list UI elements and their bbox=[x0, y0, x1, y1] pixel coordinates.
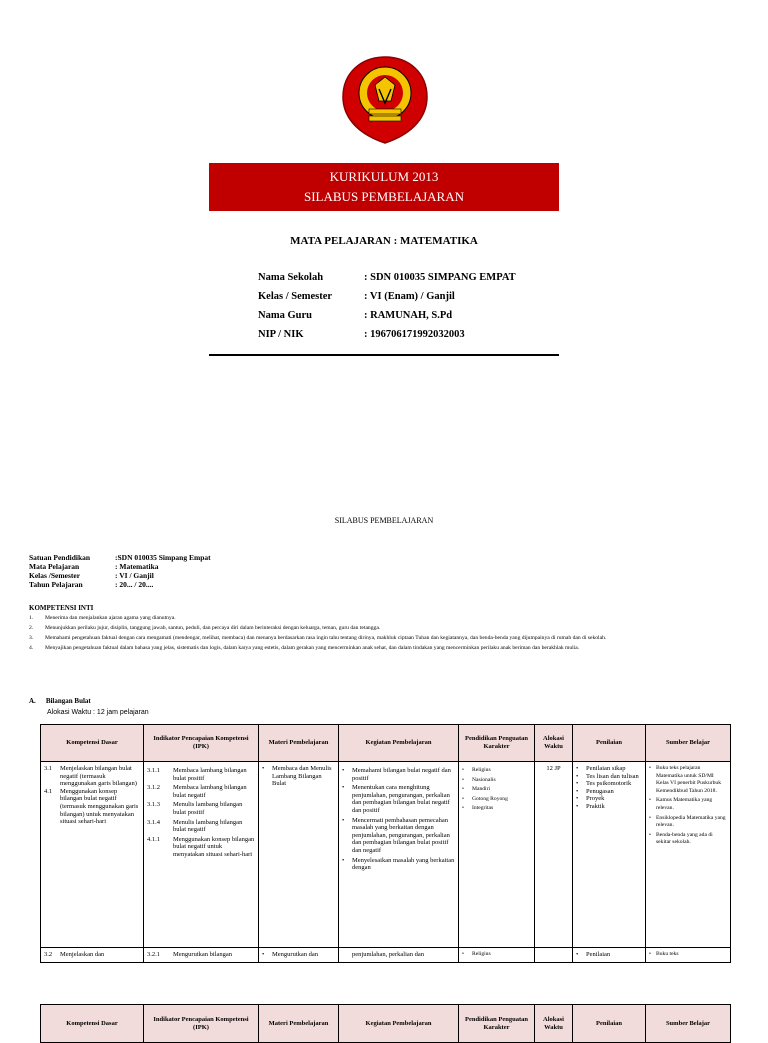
karakter-text: Religius bbox=[472, 951, 491, 957]
ipk-number: 3.1.3 bbox=[147, 801, 160, 809]
ki-text: Menunjukkan perilaku jujur, disiplin, tanggung jawab, santun, peduli, dan percaya diri dalam berinteraksi dengan keluarga, teman, guru dan tetangga. bbox=[45, 625, 381, 631]
meta-row bbox=[29, 571, 211, 580]
info-key: NIP / NIK bbox=[258, 329, 304, 340]
ipk-text: Mengurutkan bilangan bbox=[173, 951, 233, 958]
karakter-item: • Nasionalis bbox=[462, 776, 496, 783]
header-kd: Kompetensi Dasar bbox=[41, 1005, 144, 1043]
section-a-heading bbox=[29, 697, 91, 705]
info-key: Nama Sekolah bbox=[258, 272, 324, 283]
header-kd: Kompetensi Dasar bbox=[41, 725, 144, 762]
meta-row bbox=[29, 562, 211, 571]
kd-number: 3.2 bbox=[44, 951, 53, 958]
waktu-cell bbox=[535, 948, 573, 963]
karakter-item: • Religius bbox=[462, 767, 491, 773]
ipk-number: 3.1.1 bbox=[147, 767, 160, 774]
header-kegiatan: Kegiatan Pembelajaran bbox=[339, 1005, 459, 1043]
ipk-text: Menulis lambang bilangan bulat negatif bbox=[173, 818, 243, 834]
kd-cell bbox=[41, 762, 144, 948]
ipk-number: 4.1.1 bbox=[147, 835, 160, 843]
syllabus-table-continued bbox=[40, 1004, 731, 1043]
karakter-item: • Mandiri bbox=[462, 786, 491, 793]
ipk-text: Menulis lambang bilangan bulat positif bbox=[173, 801, 243, 816]
info-key: Kelas / Semester bbox=[258, 291, 333, 302]
sumber-text: Buku teks pelajaran Matematika untuk SD/MI Kelas VI penerbit Puskurbuk Kemendikbud Tahun 2018. bbox=[656, 765, 721, 794]
kegiatan-item: • Memahami bilangan bulat negatif dan positif bbox=[342, 767, 455, 782]
subject-heading: MATA PELAJARAN : MATEMATIKA bbox=[290, 235, 478, 247]
waktu-cell: 12 JP bbox=[535, 762, 573, 948]
ki-number: 4. bbox=[29, 645, 34, 651]
table-row bbox=[41, 948, 731, 963]
ipk-item bbox=[147, 784, 255, 799]
karakter-cell bbox=[459, 762, 535, 948]
penilaian-text: Proyek bbox=[586, 795, 605, 803]
karakter-item: • Integritas bbox=[462, 805, 494, 812]
sumber-cell bbox=[646, 762, 731, 948]
header-kegiatan: Kegiatan Pembelajaran bbox=[339, 725, 459, 762]
penilaian-item: • Penugasan bbox=[576, 787, 614, 795]
penilaian-item: • Proyek bbox=[576, 795, 605, 803]
header-materi: Materi Pembelajaran bbox=[259, 725, 339, 762]
sumber-item: • Benda-benda yang ada di sekitar sekolah. bbox=[649, 832, 727, 847]
ipk-text: Membaca lambang bilangan bulat positif bbox=[173, 767, 247, 782]
syllabus-meta bbox=[29, 553, 211, 589]
info-row bbox=[258, 268, 516, 287]
header-karakter: Pendidikan Penguatan Karakter bbox=[459, 725, 535, 762]
document-title: SILABUS PEMBELAJARAN bbox=[334, 516, 434, 525]
sumber-cell: • Buku teks bbox=[646, 948, 731, 963]
kd-number: 4.1 bbox=[44, 787, 53, 795]
header-waktu: Alokasi Waktu bbox=[535, 725, 573, 762]
kd-item bbox=[44, 788, 140, 826]
header-karakter: Pendidikan Penguatan Karakter bbox=[459, 1005, 535, 1043]
ki-item bbox=[29, 624, 741, 632]
penilaian-text: Penilaian bbox=[586, 951, 611, 958]
table-header-row bbox=[41, 725, 731, 762]
penilaian-text: Tes psikomotorik bbox=[586, 780, 632, 788]
penilaian-text: Penugasan bbox=[586, 787, 614, 795]
meta-key: Kelas /Semester bbox=[29, 571, 81, 580]
kegiatan-item: • Mencermati pembahasan pemecahan masalah yang berkaitan dengan penjumlahan, pengurangan, perkalian dan pembagian bilangan bulat positif dan negatif bbox=[342, 817, 455, 855]
penilaian-item: • Tes psikomotorik bbox=[576, 780, 632, 788]
sumber-text: Benda-benda yang ada di sekitar sekolah. bbox=[656, 831, 713, 846]
materi-cell: • Mengurutkan dan bbox=[259, 948, 339, 963]
meta-row bbox=[29, 580, 211, 589]
kegiatan-cell bbox=[339, 762, 459, 948]
kd-text: Menjelaskan dan bbox=[60, 951, 105, 958]
karakter-text: Nasionalis bbox=[472, 776, 496, 783]
ki-item bbox=[29, 634, 741, 642]
kegiatan-item: • Menyelesaikan masalah yang berkaitan dengan bbox=[342, 856, 455, 872]
info-value: : VI (Enam) / Ganjil bbox=[364, 291, 455, 302]
syllabus-table bbox=[40, 724, 731, 963]
ki-text: Menyajikan pengetahuan faktual dalam bahasa yang jelas, sistematis dan logis, dalam karya yang estetis, dalam gerakan yang mencerminkan anak sehat, dan dalam tindakan yang mencerminkan perilaku anak beriman dan berakhlak mulia. bbox=[45, 645, 580, 651]
ipk-cell bbox=[144, 948, 259, 963]
section-title: Bilangan Bulat bbox=[45, 697, 91, 705]
sumber-text: Buku teks bbox=[656, 951, 679, 957]
penilaian-text: Praktik bbox=[586, 802, 605, 810]
info-key: Nama Guru bbox=[258, 310, 312, 321]
ipk-number: 3.1.4 bbox=[147, 818, 160, 826]
penilaian-text: Tes lisan dan tulisan bbox=[586, 772, 639, 780]
header-sumber: Sumber Belajar bbox=[646, 1005, 731, 1043]
table-header-row bbox=[41, 1005, 731, 1043]
penilaian-cell: • Penilaian bbox=[573, 948, 646, 963]
karakter-text: Gotong Royong bbox=[472, 795, 508, 802]
materi-text: Membaca dan Menulis Lambang Bilangan Bulat bbox=[272, 765, 332, 788]
materi-text: Mengurutkan dan bbox=[272, 951, 319, 958]
kegiatan-text: penjumlahan, perkalian dan bbox=[352, 951, 425, 958]
ki-number: 3. bbox=[29, 635, 34, 641]
sumber-item: • Kamus Matematika yang relevan. bbox=[649, 797, 727, 812]
ki-number: 2. bbox=[29, 625, 34, 631]
ipk-item bbox=[147, 836, 255, 859]
karakter-text: Mandiri bbox=[472, 786, 491, 793]
kd-item bbox=[44, 765, 140, 788]
kegiatan-item: • Menentukan cara menghitung penjumlahan, pengurangan, perkalian dan pembagian bilangan bulat negatif dan positif bbox=[342, 784, 455, 814]
divider bbox=[209, 354, 559, 356]
kegiatan-text: Menentukan cara menghitung penjumlahan, pengurangan, perkalian dan pembagian bilangan bulat negatif dan positif bbox=[352, 784, 450, 814]
karakter-text: Integritas bbox=[472, 805, 494, 812]
kd-number: 3.1 bbox=[44, 765, 53, 772]
ipk-cell bbox=[144, 762, 259, 948]
meta-value: : 20... / 20.... bbox=[115, 580, 154, 589]
kegiatan-text: Menyelesaikan masalah yang berkaitan dengan bbox=[352, 856, 455, 872]
ipk-text: Membaca lambang bilangan bulat negatif bbox=[173, 784, 247, 799]
materi-cell bbox=[259, 762, 339, 948]
kd-text: Menjelaskan bilangan bulat negatif (termasuk menggunakan garis bilangan) bbox=[60, 765, 137, 788]
kegiatan-cell bbox=[339, 948, 459, 963]
kegiatan-text: Mencermati pembahasan pemecahan masalah yang berkaitan dengan penjumlahan, pengurangan, perkalian dan pembagian bilangan bulat positif dan negatif bbox=[352, 816, 450, 854]
sumber-item: • Ensiklopedia Matematika yang relevan. bbox=[649, 814, 726, 829]
karakter-text: Religius bbox=[472, 767, 491, 773]
ipk-item bbox=[147, 767, 255, 782]
tut-wuri-handayani-logo bbox=[339, 55, 431, 145]
penilaian-cell bbox=[573, 762, 646, 948]
ipk-text: Menggunakan konsep bilangan bulat negatif untuk menyatakan situasi sehari-hari bbox=[173, 835, 255, 858]
header-waktu: Alokasi Waktu bbox=[535, 1005, 573, 1043]
header-ipk: Indikator Pencapaian Kompetensi (IPK) bbox=[144, 1005, 259, 1043]
info-value: : SDN 010035 SIMPANG EMPAT bbox=[364, 272, 516, 283]
banner-line-2: SILABUS PEMBELAJARAN bbox=[304, 189, 464, 204]
ipk-item bbox=[147, 801, 255, 816]
info-value: : 196706171992032003 bbox=[364, 329, 465, 340]
time-allocation: Alokasi Waktu : 12 jam pelajaran bbox=[47, 709, 149, 716]
sumber-item: • Buku teks pelajaran Matematika untuk SD/MI Kelas VI penerbit Puskurbuk Kemendikbud Tahun 2018. bbox=[649, 765, 727, 795]
header-penilaian: Penilaian bbox=[573, 1005, 646, 1043]
header-sumber: Sumber Belajar bbox=[646, 725, 731, 762]
karakter-item: • Gotong Royong bbox=[462, 795, 508, 802]
ipk-number: 3.1.2 bbox=[147, 784, 160, 792]
info-row bbox=[258, 325, 516, 344]
table-row bbox=[41, 762, 731, 948]
kegiatan-text: Memahami bilangan bulat negatif dan positif bbox=[352, 767, 451, 782]
title-banner bbox=[209, 163, 559, 211]
school-info bbox=[258, 268, 516, 344]
section-letter: A. bbox=[29, 697, 36, 705]
header-materi: Materi Pembelajaran bbox=[259, 1005, 339, 1043]
banner-line-1: KURIKULUM 2013 bbox=[329, 169, 439, 184]
ipk-number: 3.2.1 bbox=[147, 951, 160, 958]
meta-value: : Matematika bbox=[115, 562, 159, 571]
header-penilaian: Penilaian bbox=[573, 725, 646, 762]
penilaian-text: Penilaian sikap bbox=[586, 765, 626, 772]
meta-key: Tahun Pelajaran bbox=[29, 580, 83, 589]
header-ipk: Indikator Pencapaian Kompetensi (IPK) bbox=[144, 725, 259, 762]
karakter-cell: • Religius bbox=[459, 948, 535, 963]
ki-number: 1. bbox=[29, 615, 34, 621]
penilaian-item: • Praktik bbox=[576, 802, 605, 810]
penilaian-item: • Penilaian sikap bbox=[576, 765, 626, 772]
ki-text: Memahami pengetahuan faktual dengan cara mengamati (mendengar, melihat, membaca) dan menanya berdasarkan rasa ingin tahu tentang dirinya, makhluk ciptaan Tuhan dan kegiatannya, dan benda-benda yang dijumpainya di rumah dan di sekolah. bbox=[45, 635, 607, 641]
info-row bbox=[258, 306, 516, 325]
meta-key: Mata Pelajaran bbox=[29, 562, 80, 571]
materi-item: • Membaca dan Menulis Lambang Bilangan Bulat bbox=[262, 765, 335, 788]
kd-cell bbox=[41, 948, 144, 963]
info-value: : RAMUNAH, S.Pd bbox=[364, 310, 453, 321]
ki-heading: KOMPETENSI INTI bbox=[29, 604, 94, 612]
sumber-text: Kamus Matematika yang relevan. bbox=[656, 797, 713, 811]
ki-item bbox=[29, 614, 741, 622]
meta-row bbox=[29, 553, 211, 562]
sumber-text: Ensiklopedia Matematika yang relevan. bbox=[656, 814, 726, 829]
meta-value: :SDN 010035 Simpang Empat bbox=[115, 553, 211, 562]
meta-key: Satuan Pendidikan bbox=[29, 553, 91, 562]
kd-text: Menggunakan konsep bilangan bulat negatif (termasuk menggunakan garis bilangan) untuk menyatakan situasi sehari-hari bbox=[60, 787, 139, 826]
info-row bbox=[258, 287, 516, 306]
ipk-item bbox=[147, 819, 255, 834]
ki-text: Menerima dan menjalankan ajaran agama yang dianutnya. bbox=[45, 615, 176, 621]
ki-list bbox=[29, 614, 741, 654]
penilaian-item: • Tes lisan dan tulisan bbox=[576, 772, 639, 780]
meta-value: : VI / Ganjil bbox=[115, 571, 154, 580]
ki-item bbox=[29, 644, 741, 652]
